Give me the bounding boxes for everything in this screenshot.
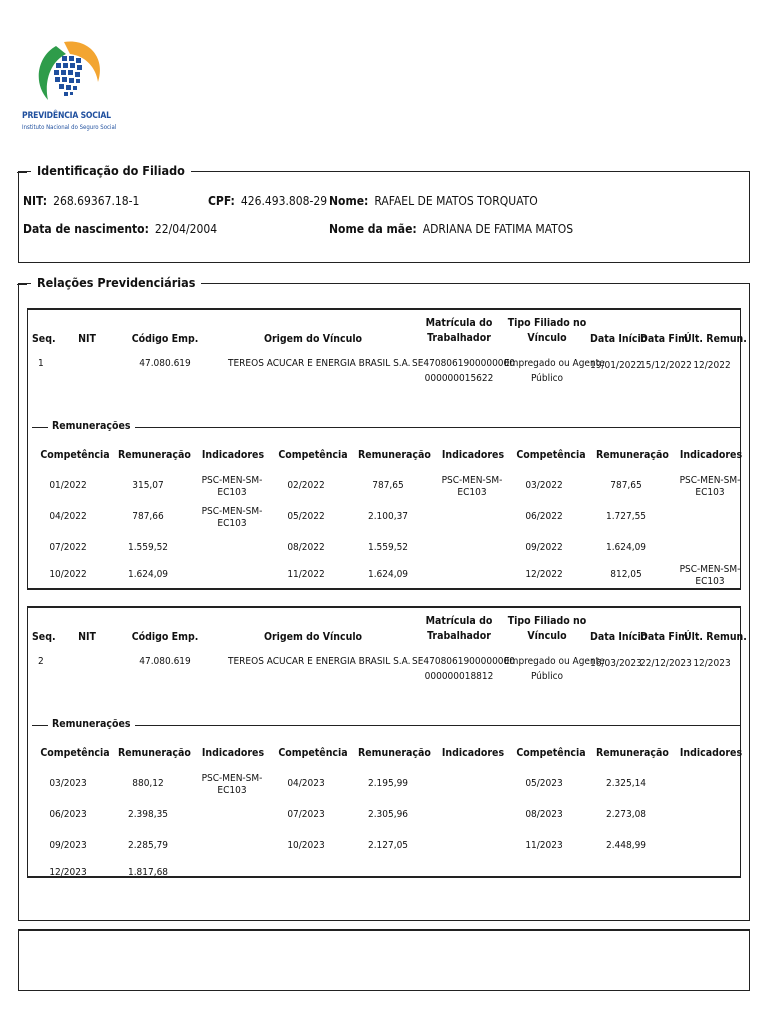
rem-valor: 2.100,37 xyxy=(367,511,409,522)
rem-competencia: 11/2023 xyxy=(525,840,563,851)
header-origem: Origem do Vínculo xyxy=(263,333,363,345)
rem-header-indicadores: Indicadores xyxy=(441,449,505,461)
identificacao-section xyxy=(18,163,750,263)
rem-indicadores: PSC-MEN-SM- EC103 xyxy=(201,475,263,498)
rem-competencia: 11/2022 xyxy=(287,569,325,580)
rem-competencia: 08/2023 xyxy=(525,809,563,820)
rem-competencia: 05/2023 xyxy=(525,778,563,789)
rem-valor: 1.624,09 xyxy=(367,569,409,580)
value-tipo: Empregado ou Agente Público xyxy=(504,358,605,384)
nome-mae-field: Nome da mãe: ADRIANA DE FATIMA MATOS xyxy=(329,222,574,236)
rem-valor: 2.273,08 xyxy=(605,809,647,820)
rem-header-remuneracao: Remuneração xyxy=(358,449,431,461)
remuneracoes-divider xyxy=(32,725,740,726)
value-seq: 1 xyxy=(38,358,44,369)
rem-competencia: 03/2022 xyxy=(525,480,563,491)
rem-header-competencia: Competência xyxy=(278,449,348,461)
rem-valor: 1.817,68 xyxy=(127,867,169,878)
rem-header-indicadores: Indicadores xyxy=(441,747,505,759)
rem-competencia: 04/2023 xyxy=(287,778,325,789)
remuneracoes-legend: Remunerações xyxy=(48,718,135,730)
rem-valor: 787,65 xyxy=(372,480,404,491)
rem-header-competencia: Competência xyxy=(40,449,110,461)
rem-valor: 2.398,35 xyxy=(127,809,169,820)
rem-competencia: 12/2023 xyxy=(49,867,87,878)
header-matricula: Matrícula do Trabalhador xyxy=(425,615,493,642)
remuneracoes-section xyxy=(28,718,743,878)
header-nit: NIT xyxy=(78,333,96,345)
rem-header-competencia: Competência xyxy=(516,747,586,759)
rem-valor: 787,66 xyxy=(132,511,164,522)
rem-header-competencia: Competência xyxy=(40,747,110,759)
nome-mae-value: ADRIANA DE FATIMA MATOS xyxy=(422,222,574,236)
remuneracoes-section xyxy=(28,420,743,588)
header-data-fim: Data Fim xyxy=(640,631,688,643)
remuneracoes-legend: Remunerações xyxy=(48,420,135,432)
header-nit: NIT xyxy=(78,631,96,643)
identificacao-legend: Identificação do Filiado xyxy=(31,163,191,178)
rem-header-remuneracao: Remuneração xyxy=(596,449,669,461)
header-ult-remun: Últ. Remun. xyxy=(684,333,747,345)
vinculo-block xyxy=(27,606,747,878)
rem-valor: 1.624,09 xyxy=(605,542,647,553)
rem-indicadores: PSC-MEN-SM- EC103 xyxy=(679,475,741,498)
previdencia-logo xyxy=(20,38,117,138)
value-data-inicio: 19/01/2022 xyxy=(590,360,642,371)
value-origem: TEREOS ACUCAR E ENERGIA BRASIL S.A. xyxy=(228,358,411,369)
rem-valor: 2.305,96 xyxy=(367,809,409,820)
value-matricula: SE4708061900000000 000000015622 xyxy=(412,358,515,384)
rem-competencia: 06/2023 xyxy=(49,809,87,820)
header-ult-remun: Últ. Remun. xyxy=(684,631,747,643)
footer-box xyxy=(18,929,750,991)
rem-valor: 315,07 xyxy=(132,480,164,491)
rem-header-indicadores: Indicadores xyxy=(201,747,265,759)
rem-valor: 2.448,99 xyxy=(605,840,647,851)
value-tipo: Empregado ou Agente Público xyxy=(504,656,605,682)
header-seq: Seq. xyxy=(32,333,56,345)
header-codigo: Código Emp. xyxy=(131,631,199,643)
cpf-value: 426.493.808-29 xyxy=(240,194,328,208)
rem-valor: 2.127,05 xyxy=(367,840,409,851)
header-data-inicio: Data Início xyxy=(590,631,648,643)
value-data-fim: 22/12/2023 xyxy=(640,658,692,669)
rem-competencia: 04/2022 xyxy=(49,511,87,522)
value-data-fim: 15/12/2022 xyxy=(640,360,692,371)
rem-competencia: 07/2023 xyxy=(287,809,325,820)
rem-header-remuneracao: Remuneração xyxy=(118,449,191,461)
rem-indicadores: PSC-MEN-SM- EC103 xyxy=(679,564,741,587)
cpf-field: CPF: 426.493.808-29 xyxy=(208,194,328,208)
rem-competencia: 03/2023 xyxy=(49,778,87,789)
rem-valor: 2.195,99 xyxy=(367,778,409,789)
nascimento-field: Data de nascimento: 22/04/2004 xyxy=(23,222,218,236)
rem-valor: 1.559,52 xyxy=(367,542,409,553)
value-origem: TEREOS ACUCAR E ENERGIA BRASIL S.A. xyxy=(228,656,411,667)
rem-competencia: 10/2022 xyxy=(49,569,87,580)
nascimento-value: 22/04/2004 xyxy=(154,222,218,236)
previdencia-logo-icon xyxy=(34,38,106,110)
rem-competencia: 02/2022 xyxy=(287,480,325,491)
value-data-inicio: 16/03/2023 xyxy=(590,658,642,669)
header-data-fim: Data Fim xyxy=(640,333,688,345)
header-seq: Seq. xyxy=(32,631,56,643)
rem-competencia: 09/2023 xyxy=(49,840,87,851)
rem-valor: 880,12 xyxy=(132,778,164,789)
value-ult-remun: 12/2023 xyxy=(693,658,731,669)
rem-header-competencia: Competência xyxy=(516,449,586,461)
value-matricula: SE4708061900000000 000000018812 xyxy=(412,656,515,682)
rem-competencia: 08/2022 xyxy=(287,542,325,553)
value-ult-remun: 12/2022 xyxy=(693,360,731,371)
rem-valor: 1.624,09 xyxy=(127,569,169,580)
header-data-inicio: Data Início xyxy=(590,333,648,345)
rem-competencia: 09/2022 xyxy=(525,542,563,553)
logo-subtitle: Instituto Nacional do Seguro Social xyxy=(22,124,117,131)
nome-field: Nome: RAFAEL DE MATOS TORQUATO xyxy=(329,194,538,208)
value-seq: 2 xyxy=(38,656,44,667)
nome-value: RAFAEL DE MATOS TORQUATO xyxy=(374,194,538,208)
rem-header-remuneracao: Remuneração xyxy=(118,747,191,759)
logo-brand-text: PREVIDÊNCIA SOCIAL xyxy=(22,111,111,121)
rem-valor: 812,05 xyxy=(610,569,642,580)
rem-valor: 1.727,55 xyxy=(605,511,647,522)
rem-competencia: 10/2023 xyxy=(287,840,325,851)
header-tipo: Tipo Filiado no Vínculo xyxy=(507,317,587,344)
value-codigo: 47.080.619 xyxy=(139,358,191,369)
header-codigo: Código Emp. xyxy=(131,333,199,345)
rem-competencia: 01/2022 xyxy=(49,480,87,491)
rem-indicadores: PSC-MEN-SM- EC103 xyxy=(201,773,263,796)
header-matricula: Matrícula do Trabalhador xyxy=(425,317,493,344)
header-tipo: Tipo Filiado no Vínculo xyxy=(507,615,587,642)
rem-header-indicadores: Indicadores xyxy=(679,449,743,461)
rem-header-remuneracao: Remuneração xyxy=(358,747,431,759)
nit-value: 268.69367.18-1 xyxy=(53,194,140,208)
value-codigo: 47.080.619 xyxy=(139,656,191,667)
header-origem: Origem do Vínculo xyxy=(263,631,363,643)
relacoes-legend: Relações Previdenciárias xyxy=(31,275,201,290)
rem-header-competencia: Competência xyxy=(278,747,348,759)
nit-field: NIT: 268.69367.18-1 xyxy=(23,194,140,208)
rem-indicadores: PSC-MEN-SM- EC103 xyxy=(201,506,263,529)
rem-header-indicadores: Indicadores xyxy=(679,747,743,759)
remuneracoes-divider xyxy=(32,427,740,428)
rem-header-remuneracao: Remuneração xyxy=(596,747,669,759)
rem-valor: 787,65 xyxy=(610,480,642,491)
rem-competencia: 05/2022 xyxy=(287,511,325,522)
rem-competencia: 06/2022 xyxy=(525,511,563,522)
rem-header-indicadores: Indicadores xyxy=(201,449,265,461)
rem-competencia: 12/2022 xyxy=(525,569,563,580)
rem-competencia: 07/2022 xyxy=(49,542,87,553)
rem-indicadores: PSC-MEN-SM- EC103 xyxy=(441,475,503,498)
rem-valor: 1.559,52 xyxy=(127,542,169,553)
rem-valor: 2.285,79 xyxy=(127,840,169,851)
vinculo-block xyxy=(27,308,747,590)
rem-valor: 2.325,14 xyxy=(605,778,647,789)
